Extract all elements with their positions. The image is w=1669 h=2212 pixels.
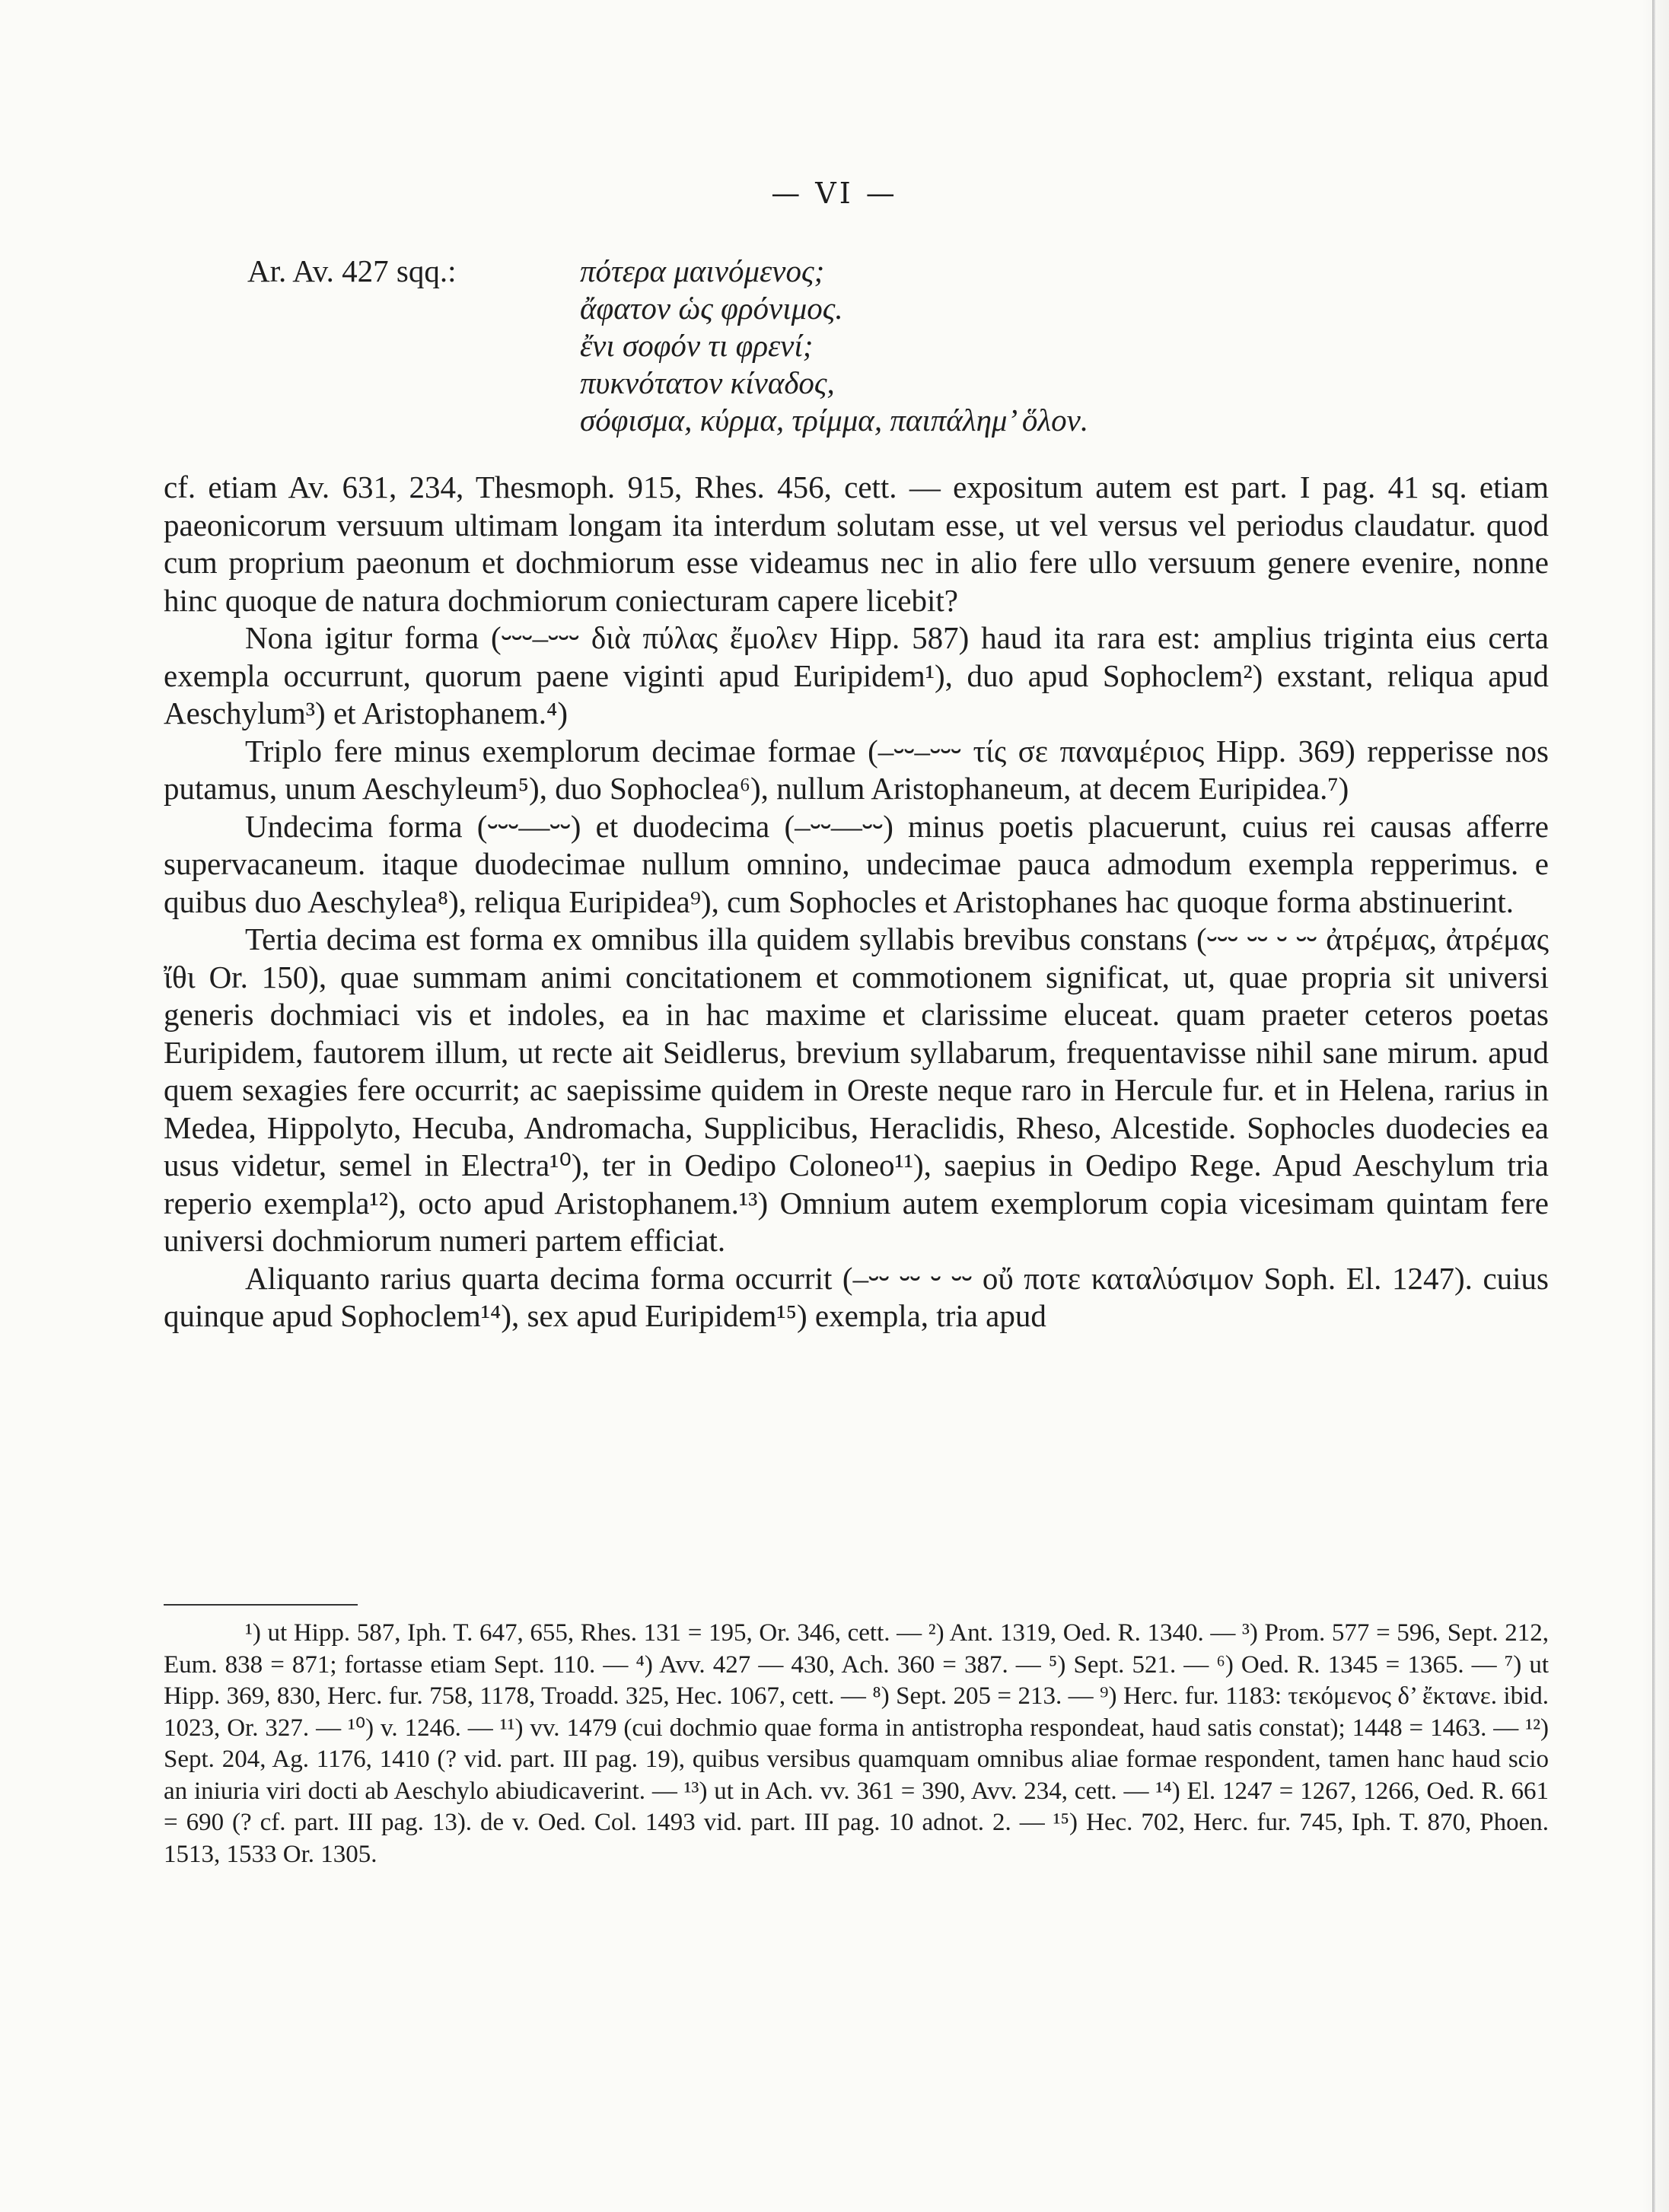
page-edge-line xyxy=(1652,0,1655,2212)
verse-line: ἄφατον ὡς φρόνιμος. xyxy=(580,291,843,326)
main-text xyxy=(164,469,1549,1335)
page-number: — VI — xyxy=(771,177,898,210)
footnote-separator xyxy=(164,1604,358,1606)
quotation-reference: Ar. Av. 427 sqq.: xyxy=(247,253,457,288)
footnote-text: ¹) ut Hipp. 587, Iph. T. 647, 655, Rhes. 131 = 195, Or. 346, cett. — ²) Ant. 1319, Oed. R. 1340. — ³) Prom. 577 = 596, Sept. 212, Eum. 838 = 871; fortasse etiam Sept. 110. — ⁴) Avv. 427 — 430, Ach. 360 = 387. — ⁵) Sept. 521. — ⁶) Oed. R. 1345 = 1365. — ⁷) ut Hipp. 369, 830, Herc. fur. 758, 1178, Troadd. 325, Hec. 1067, cett. — ⁸) Sept. 205 = 213. — ⁹) Herc. fur. 1183: τεκόμενος δ’ ἔκτανε. ibid. 1023, Or. 327. — ¹⁰) v. 1246. — ¹¹) vv. 1479 (cui dochmio quae forma in antistropha respondeat, haud satis constat); 1448 = 1463. — ¹²) Sept. 204, Ag. 1176, 1410 (? vid. part. III pag. 19), quibus versibus quamquam omnibus aliae formae respondent, tamen hanc haud scio an iniuria viri docti ab Aeschylo abiudicaverint. — ¹³) ut in Ach. vv. 361 = 390, Avv. 234, cett. — ¹⁴) El. 1247 = 1267, 1266, Oed. R. 661 = 690 (? cf. part. III pag. 13). de v. Oed. Col. 1493 vid. part. III pag. 10 adnot. 2. — ¹⁵) Hec. 702, Herc. fur. 745, Iph. T. 870, Phoen. 1513, 1533 Or. 1305. xyxy=(164,1619,1549,1868)
paragraph: Undecima forma (⏑⏑⏑––⏑⏑) et duodecima (–⏑⏑––⏑⏑) minus poetis placuerunt, cuius rei causas afferre supervacaneum. itaque duodecimae nullum omnino, undecimae pauca admodum exempla repperimus. e quibus duo Aeschylea⁸), reliqua Euripidea⁹), cum Sophocles et Aristophanes hac quoque forma abstinuerint. xyxy=(164,808,1549,919)
verse-line: πυκνότατον κίναδος, xyxy=(580,365,835,400)
paragraph: cf. etiam Av. 631, 234, Thesmoph. 915, Rhes. 456, cett. — expositum autem est part. I pag. 41 sq. etiam paeonicorum versuum ultimam longam ita interdum solutam esse, ut vel versus vel periodus claudatur. quod cum proprium paeonum et dochmiorum esse videamus nec in alio fere ullo versuum genere evenire, nonne hinc quoque de natura dochmiorum coniecturam capere licebit? xyxy=(164,469,1549,618)
paragraph: Aliquanto rarius quarta decima forma occurrit (–⏑⏑ ⏑⏑ ⏑ ⏑⏑ οὔ ποτε καταλύσιμον Soph. El. 1247). cuius quinque apud Sophoclem¹⁴), sex apud Euripidem¹⁵) exempla, tria apud xyxy=(164,1260,1549,1333)
page-edge-shadow xyxy=(1642,0,1669,2212)
verse-line: ἔνι σοφόν τι φρενί; xyxy=(580,328,814,363)
paragraph: Tertia decima est forma ex omnibus illa quidem syllabis brevibus constans (⏑⏑⏑ ⏑⏑ ⏑ ⏑⏑ ἀτρέμας, ἀτρέμας ἴθι Or. 150), quae summam animi concitationem et commotionem significat, ut, quae propria sit universi generis dochmiaci vis et indoles, ea in hac maxime et clarissime eluceat. quam praeter ceteros poetas Euripidem, fautorem illum, ut recte ait Seidlerus, brevium syllabarum, frequentavisse nihil sane mirum. apud quem sexagies fere occurrit; ac saepissime quidem in Oreste neque raro in Hercule fur. et in Helena, rarius in Medea, Hippolyto, Hecuba, Andromacha, Supplicibus, Heraclidis, Rheso, Alcestide. Sophocles duodecies ea usus videtur, semel in Electra¹⁰), ter in Oedipo Coloneo¹¹), saepius in Oedipo Rege. Apud Aeschylum tria reperio exempla¹²), octo apud Aristophanem.¹³) Omnium autem exemplorum copia vicesimam quintam fere universi dochmiorum numeri partem efficiat. xyxy=(164,921,1549,1258)
paragraph: Nona igitur forma (⏑⏑⏑–⏑⏑⏑ διὰ πύλας ἔμολεν Hipp. 587) haud ita rara est: amplius triginta eius certa exempla occurrunt, quorum paene viginti apud Euripidem¹), duo apud Sophoclem²) exstant, reliqua apud Aeschylum³) et Aristophanem.⁴) xyxy=(164,620,1549,730)
verse-line: πότερα μαινόμενος; xyxy=(580,253,825,288)
verse-line: σόφισμα, κύρμα, τρίμμα, παιπάλημ’ ὅλον. xyxy=(580,403,1089,438)
paragraph: Triplo fere minus exemplorum decimae formae (–⏑⏑–⏑⏑⏑ τίς σε παναμέριος Hipp. 369) repperisse nos putamus, unum Aeschyleum⁵), duo Sophoclea⁶), nullum Aristophaneum, at decem Euripidea.⁷) xyxy=(164,733,1549,806)
greek-verse-lines xyxy=(580,253,1088,439)
footnotes xyxy=(164,1618,1549,1870)
